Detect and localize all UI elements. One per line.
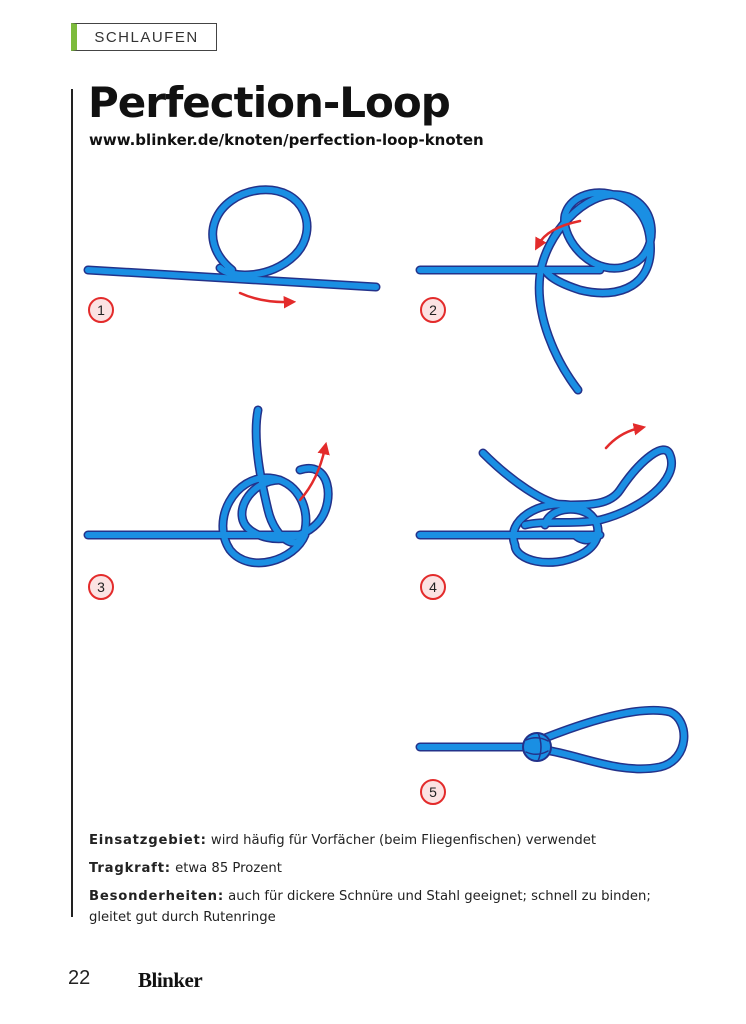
info-usage xyxy=(89,830,659,851)
step-4-diagram xyxy=(420,428,672,562)
page-number: 22 xyxy=(68,967,91,989)
brand-logo: Blinker xyxy=(138,968,203,992)
usage-label: Einsatzgebiet: xyxy=(89,833,207,848)
step-badge-3: 3 xyxy=(88,574,114,600)
section-tag: SCHLAUFEN xyxy=(71,23,217,51)
step-badge-4: 4 xyxy=(420,574,446,600)
strength-text: etwa 85 Prozent xyxy=(175,861,282,876)
step-badge-2: 2 xyxy=(420,297,446,323)
step-1-diagram xyxy=(88,190,376,302)
step-badge-1: 1 xyxy=(88,297,114,323)
info-features xyxy=(89,886,659,928)
step-5-diagram xyxy=(420,710,684,769)
page-title: Perfection-Loop xyxy=(88,78,450,127)
usage-text: wird häufig für Vorfächer (beim Fliegenfischen) verwendet xyxy=(210,833,596,848)
strength-label: Tragkraft: xyxy=(89,861,171,876)
step-2-diagram xyxy=(420,193,651,390)
step-3-diagram xyxy=(88,410,328,563)
knot-url[interactable]: www.blinker.de/knoten/perfection-loop-knoten xyxy=(89,131,484,149)
step-badge-5: 5 xyxy=(420,779,446,805)
info-strength xyxy=(89,858,659,879)
features-label: Besonderheiten: xyxy=(89,889,224,904)
features-text: auch für dickere Schnüre und Stahl geeignet; schnell zu binden; gleitet gut durch Rutenringe xyxy=(89,889,651,925)
